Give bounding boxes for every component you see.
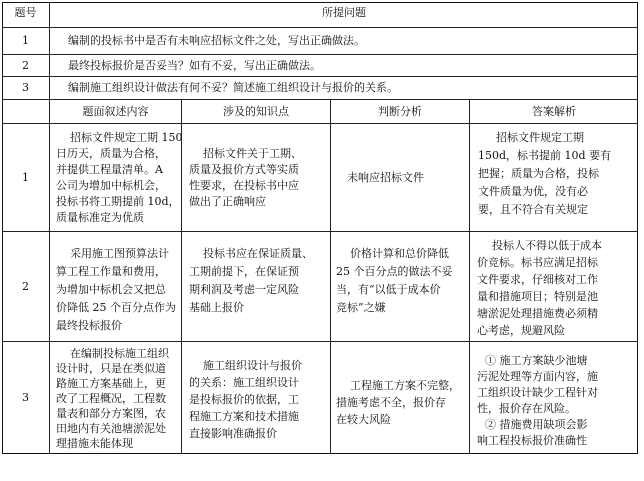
header-question: 所提问题: [322, 6, 366, 19]
row-answer-line: 150d，标书提前 10d 要有: [478, 149, 612, 162]
question-text: 编制的投标书中是否有未响应招标文件之处，写出正确做法。: [68, 34, 365, 47]
row-desc-line: 设计时，只是在类似道: [56, 362, 166, 375]
row-knowledge-line: 招标文件关于工期、: [203, 147, 302, 160]
row-answer-line: 文件质量为优，没有必: [478, 185, 588, 198]
row-desc-line: 并提供工程量清单。A: [56, 163, 163, 176]
row-divider: [2, 54, 638, 55]
row-knowledge-line: 工期前提下，在保证预: [189, 265, 299, 278]
col-divider: [49, 2, 50, 454]
row-desc-line: 理措施未能体现: [56, 437, 133, 450]
row-answer-line: 招标文件规定工期: [496, 131, 584, 144]
row-judgement-line: 竞标”之嫌: [336, 301, 386, 314]
row-desc-line: 日历天，质量为合格，: [56, 147, 166, 160]
row-answer-line: 响工程投标报价准确性: [477, 434, 587, 447]
row-desc-line: 算工程工作量和费用，: [56, 265, 166, 278]
row-divider: [2, 27, 638, 28]
row-no: 2: [22, 280, 29, 293]
row-desc-line: 公司为增加中标机会，: [56, 179, 166, 192]
row-judgement-line: 价格计算和总价降低: [350, 247, 449, 260]
row-judgement-line: 未响应招标文件: [347, 171, 424, 184]
row-desc-line: 田地内有关池塘淤泥处: [56, 422, 166, 435]
row-knowledge-line: 直接影响准确报价: [189, 427, 277, 440]
header-knowledge: 涉及的知识点: [223, 105, 289, 118]
header-desc: 题面叙述内容: [82, 105, 149, 118]
row-desc-line: 价降低 25 个百分点作为: [56, 301, 176, 314]
row-answer-line: 量和措施项目；特别是池: [477, 290, 598, 303]
row-desc-line: 招标文件规定工期 150: [70, 131, 183, 144]
row-judgement-line: 当，有“以低于成本价: [336, 283, 441, 296]
row-answer-line: 塘淤泥处理措施费必须精: [477, 307, 598, 320]
row-no: 3: [22, 391, 29, 404]
row-divider: [2, 76, 638, 77]
row-knowledge-line: 是投标报价的依据，工: [189, 393, 299, 406]
row-answer-line: 工组织设计缺少工程针对: [477, 386, 598, 399]
row-judgement-line: 措施考虑不全，报价存: [336, 396, 446, 409]
row-answer-line: 污泥处理等方面内容，施: [477, 370, 598, 383]
row-judgement-line: 在较大风险: [336, 413, 391, 426]
row-knowledge-line: 投标书应在保证质量、: [203, 247, 313, 260]
col-divider: [181, 99, 182, 454]
col-divider: [469, 99, 470, 454]
row-judgement-line: 25 个百分点的做法不妥: [336, 265, 453, 278]
row-knowledge-line: 基础上报价: [189, 301, 244, 314]
row-desc-line: 质量标准定为优质: [56, 211, 144, 224]
question-no: 2: [22, 59, 29, 72]
row-desc-line: 最终投标报价: [56, 319, 122, 332]
row-knowledge-line: 期利润及考虑一定风险: [189, 283, 299, 296]
row-desc-line: 为增加中标机会又把总: [56, 283, 166, 296]
header-judgement: 判断分析: [378, 105, 422, 118]
row-answer-line: ① 施工方案缺少池塘: [485, 354, 588, 367]
row-desc-line: 投标书将工期提前 10d，: [56, 195, 180, 208]
row-answer-line: 投标人不得以低于成本: [492, 239, 602, 252]
row-answer-line: 把握；质量为合格，投标: [478, 167, 599, 180]
row-divider: [2, 123, 638, 124]
row-answer-line: 要，且不符合有关规定: [478, 203, 588, 216]
row-knowledge-line: 做出了正确响应: [189, 195, 266, 208]
col-divider: [330, 99, 331, 454]
row-divider: [2, 341, 638, 342]
header-answer: 答案解析: [532, 105, 576, 118]
row-desc-line: 路施工方案基础上，更: [56, 377, 166, 390]
row-answer-line: 性，报价存在风险。: [477, 402, 576, 415]
row-desc-line: 改了工程概况，工程数: [56, 392, 166, 405]
row-divider: [2, 231, 638, 232]
row-answer-line: ② 措施费用缺项会影: [485, 418, 588, 431]
question-text: 最终投标报价是否妥当？如有不妥，写出正确做法。: [68, 59, 321, 72]
row-knowledge-line: 质量及报价方式等实质: [189, 163, 299, 176]
row-desc-line: 在编制投标施工组织: [70, 347, 169, 360]
row-knowledge-line: 的关系：施工组织设计: [189, 376, 299, 389]
row-no: 1: [22, 171, 29, 184]
row-divider: [2, 99, 638, 100]
row-knowledge-line: 程施工方案和技术措施: [189, 410, 299, 423]
row-desc-line: 量表和部分方案图，农: [56, 407, 166, 420]
question-no: 1: [22, 34, 29, 47]
row-answer-line: 价竞标。标书应满足招标: [477, 256, 598, 269]
row-knowledge-line: 性要求，在投标书中应: [189, 179, 299, 192]
row-answer-line: 心考虑，规避风险: [477, 324, 565, 337]
row-desc-line: 采用施工图预算法计: [70, 247, 169, 260]
question-no: 3: [22, 81, 29, 94]
header-no: 题号: [14, 6, 37, 19]
row-judgement-line: 工程施工方案不完整，: [350, 379, 460, 392]
row-answer-line: 文件要求，仔细核对工作: [477, 273, 598, 286]
row-knowledge-line: 施工组织设计与报价: [203, 359, 302, 372]
question-text: 编制施工组织设计做法有何不妥？简述施工组织设计与报价的关系。: [68, 81, 398, 94]
